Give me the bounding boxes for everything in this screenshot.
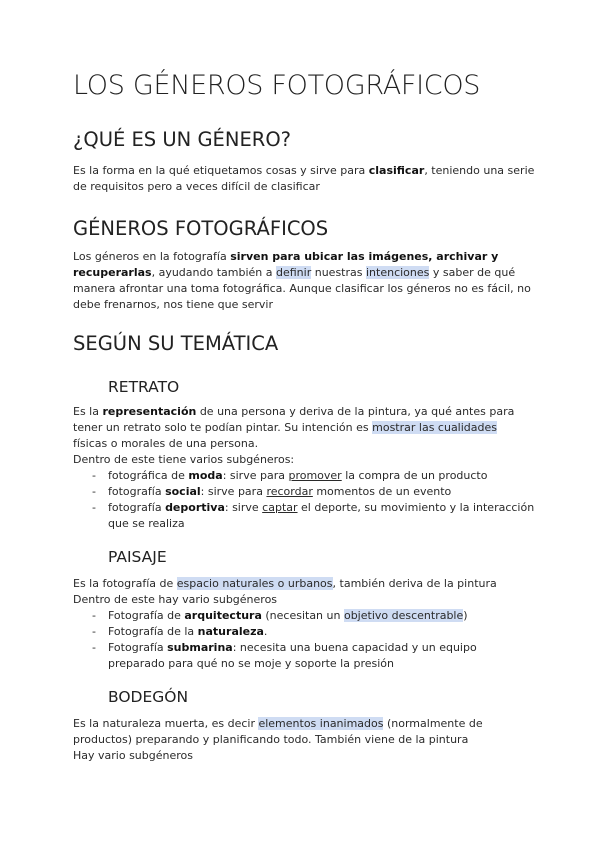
highlight-span: objetivo descentrable [343,609,464,622]
text-line: de requisitos pero a veces difícil de clasificar [73,180,320,193]
text-span: Fotografía [108,641,168,654]
text-span: fotografía [108,501,166,514]
highlight-span: intenciones [365,266,430,279]
text-span: Es la forma en la qué etiquetamos cosas y sirve para [73,164,369,177]
paragraph-bodegon [73,716,533,764]
text-span: ) [463,609,468,622]
text-span: : sirve para [200,485,267,498]
bold-span: sirven para ubicar las imágenes, archivar y [230,250,499,263]
bold-span: naturaleza [197,625,264,638]
text-line: físicas o morales de una persona. [73,437,259,450]
heading-paisaje: PAISAJE [108,548,167,566]
highlight-span: espacio naturales o urbanos [176,577,333,590]
list-bullet: - [92,641,96,654]
text-span: Los géneros en la fotografía [73,250,231,263]
text-span: nuestras [311,266,366,279]
text-span: , ayudando también a [151,266,276,279]
heading-que-es-un-genero: ¿QUÉ ES UN GÉNERO? [73,128,292,151]
bold-span: submarina [167,641,233,654]
text-line: Dentro de este hay vario subgéneros [73,593,278,606]
list-bullet: - [92,469,96,482]
heading-generos-fotograficos: GÉNEROS FOTOGRÁFICOS [73,217,329,240]
text-span: Fotografía de la [108,625,198,638]
text-span: : sirve para [222,469,289,482]
text-span: que se realiza [108,517,185,530]
text-span: . [263,625,268,638]
list-bullet: - [92,501,96,514]
text-span: el deporte, su movimiento y la interacción [297,501,535,514]
text-span: Es la naturaleza muerta, es decir [73,717,259,730]
list-bullet: - [92,609,96,622]
text-span: fotográfica de [108,469,189,482]
text-span: preparado para qué no se moje y soporte la presión [108,657,394,670]
text-span: fotografía [108,485,166,498]
text-span: : necesita una buena capacidad y un equipo [232,641,477,654]
highlight-span: elementos inanimados [258,717,384,730]
underline-span: captar [262,501,298,514]
list-bullet: - [92,485,96,498]
highlight-span: definir [276,266,312,279]
heading-segun-su-tematica: SEGÚN SU TEMÁTICA [73,332,279,355]
bold-span: social [165,485,201,498]
bold-span: moda [188,469,223,482]
bold-span: recuperarlas [73,266,152,279]
text-span: , también deriva de la pintura [332,577,497,590]
paragraph-paisaje [73,576,533,608]
paragraph-que-es-un-genero [73,163,533,195]
bold-span: clasificar [368,164,425,177]
text-span: Es la fotografía de [73,577,177,590]
text-span: : sirve [224,501,263,514]
paragraph-generos-fotograficos [73,249,533,313]
bold-span: representación [102,405,197,418]
text-line: Hay vario subgéneros [73,749,193,762]
heading-bodegon: BODEGÓN [108,688,189,706]
text-span: (necesitan un [261,609,344,622]
document-title: LOS GÉNEROS FOTOGRÁFICOS [73,70,481,101]
list-bullet: - [92,625,96,638]
text-span: Fotografía de [108,609,185,622]
text-span: (normalmente de [383,717,483,730]
heading-retrato: RETRATO [108,378,180,396]
underline-span: recordar [266,485,313,498]
text-span: momentos de un evento [312,485,452,498]
text-line: Dentro de este tiene varios subgéneros: [73,453,295,466]
text-span: tener un retrato solo te podían pintar. Su intención es [73,421,373,434]
underline-span: promover [288,469,342,482]
text-line: manera afrontar una toma fotográfica. Aunque clasificar los géneros no es fácil, no [73,282,531,295]
highlight-span: mostrar las cualidades [372,421,497,434]
text-span: , teniendo una serie [424,164,535,177]
text-line: productos) preparando y planificando todo. También viene de la pintura [73,733,469,746]
text-span: y saber de qué [429,266,516,279]
paragraph-retrato [73,404,533,468]
text-span: de una persona y deriva de la pintura, ya qué antes para [196,405,515,418]
text-span: Es la [73,405,103,418]
bold-span: deportiva [165,501,225,514]
bold-span: arquitectura [184,609,262,622]
text-span: la compra de un producto [341,469,488,482]
text-line: debe frenarnos, nos tiene que servir [73,298,274,311]
